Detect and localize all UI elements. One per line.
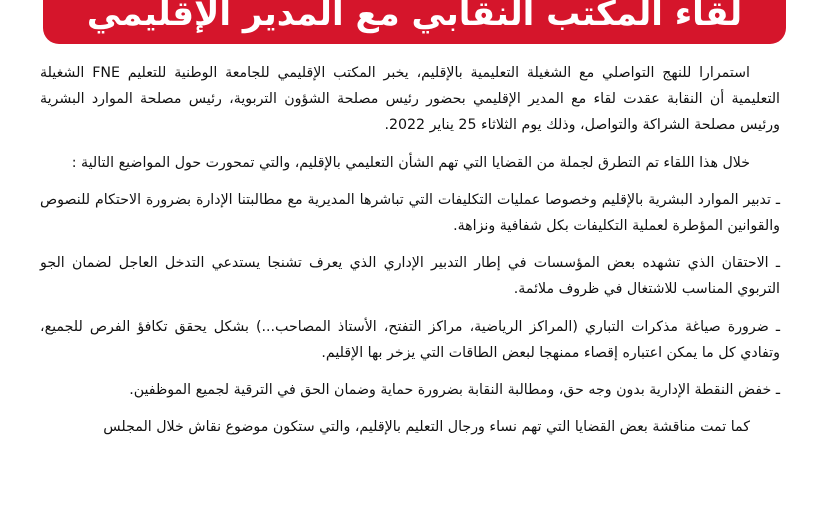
topics-intro-paragraph: خلال هذا اللقاء تم التطرق لجملة من القضايا التي تهم الشأن التعليمي بالإقليم، والتي تمحورت حول المواضيع التالية : — [71, 154, 750, 171]
title-banner — [43, 0, 786, 44]
page-title: لقاء المكتب النقابي مع المدير الإقليمي — [86, 0, 743, 34]
article-body — [40, 60, 780, 451]
bullet-item-competition-memos: ـ ضرورة صياغة مذكرات التباري (المراكز الرياضية، مراكز التفتح، الأستاذ المصاحب...) بشكل يحقق تكافؤ الفرص للجميع، وتفادي كل ما يمكن اعتباره إقصاء ممنهجا لبعض الطاقات التي يزخر بها الإقليم. — [40, 318, 780, 361]
bullet-item-tension: ـ الاحتقان الذي تشهده بعض المؤسسات في إطار التدبير الإداري الذي يعرف تشنجا يستدعي التدخل العاجل لضمان الجو التربوي المناسب للاشتغال في ظروف ملائمة. — [40, 255, 780, 298]
intro-paragraph: استمرارا للنهج التواصلي مع الشغيلة التعليمية بالإقليم، يخبر المكتب الإقليمي للجامعة الوطنية للتعليم FNE الشغيلة التعليمية أن النقابة عقدت لقاء مع المدير الإقليمي بحضور رئيس مصلحة الشؤون التربوية، رئيس مصلحة الموارد البشرية ورئيس مصلحة الشراكة والتواصل، وذلك يوم الثلاثاء 25 يناير 2022. — [40, 65, 780, 134]
closing-paragraph: كما تمت مناقشة بعض القضايا التي تهم نساء ورجال التعليم بالإقليم، والتي ستكون موضوع نقاش خلال المجلس — [103, 419, 750, 436]
bullet-item-hr-management: ـ تدبير الموارد البشرية بالإقليم وخصوصا عمليات التكليفات التي تباشرها المديرية مع مطالبتنا الإدارة بضرورة الاحتكام للنصوص والقوانين المؤطرة لعملية التكليفات بكل شفافية ونزاهة. — [40, 191, 780, 235]
bullet-item-admin-grade: ـ خفض النقطة الإدارية بدون وجه حق، ومطالبة النقابة بضرورة حماية وضمان الحق في الترقية لجميع الموظفين. — [129, 382, 780, 399]
